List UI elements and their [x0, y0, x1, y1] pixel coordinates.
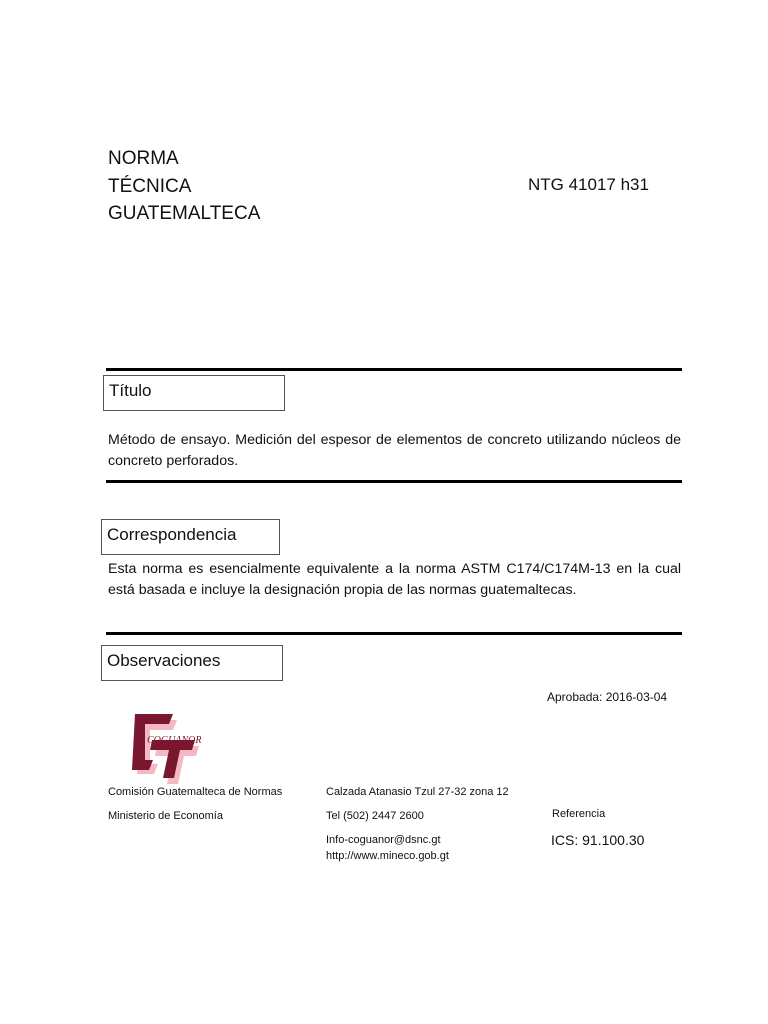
doc-type-line-2: TÉCNICA: [108, 175, 192, 197]
divider-rule-1: [106, 368, 682, 371]
divider-rule-3: [106, 632, 682, 635]
title-label: Título: [109, 381, 152, 400]
doc-type-line-3: GUATEMALTECA: [108, 203, 261, 224]
document-type: [108, 145, 260, 228]
observations-label: Observaciones: [107, 651, 221, 670]
ics-code: ICS: 91.100.30: [551, 832, 645, 848]
title-label-box: [103, 375, 285, 411]
reference-label: Referencia: [552, 808, 606, 820]
org-name: Comisión Guatemalteca de Normas: [108, 786, 283, 798]
standard-code: NTG 41017 h31: [528, 175, 649, 194]
observations-label-box: [101, 645, 283, 681]
svg-text:COGUANOR: COGUANOR: [147, 735, 202, 746]
website-link[interactable]: http://www.mineco.gob.gt: [326, 850, 449, 862]
correspondence-text: Esta norma es esencialmente equivalente a la norma ASTM C174/C174M-13 en la cual está basada e incluye la designación propia de las normas guatemaltecas.: [108, 561, 681, 598]
email: Info-coguanor@dsnc.gt: [326, 834, 441, 846]
divider-rule-2: [106, 480, 682, 483]
coguanor-logo: [127, 714, 217, 784]
doc-type-line-1: NORMA: [108, 148, 179, 169]
coguanor-logo-graphic: [127, 714, 217, 784]
title-text: Método de ensayo. Medición del espesor de elementos de concreto utilizando núcleos de concreto perforados.: [108, 432, 681, 469]
correspondence-label-box: [101, 519, 280, 555]
approval-date: Aprobada: 2016-03-04: [547, 690, 668, 704]
correspondence-label: Correspondencia: [107, 525, 237, 544]
address: Calzada Atanasio Tzul 27-32 zona 12: [326, 786, 509, 798]
ministry-name: Ministerio de Economía: [108, 810, 223, 822]
telephone: Tel (502) 2447 2600: [326, 810, 424, 822]
